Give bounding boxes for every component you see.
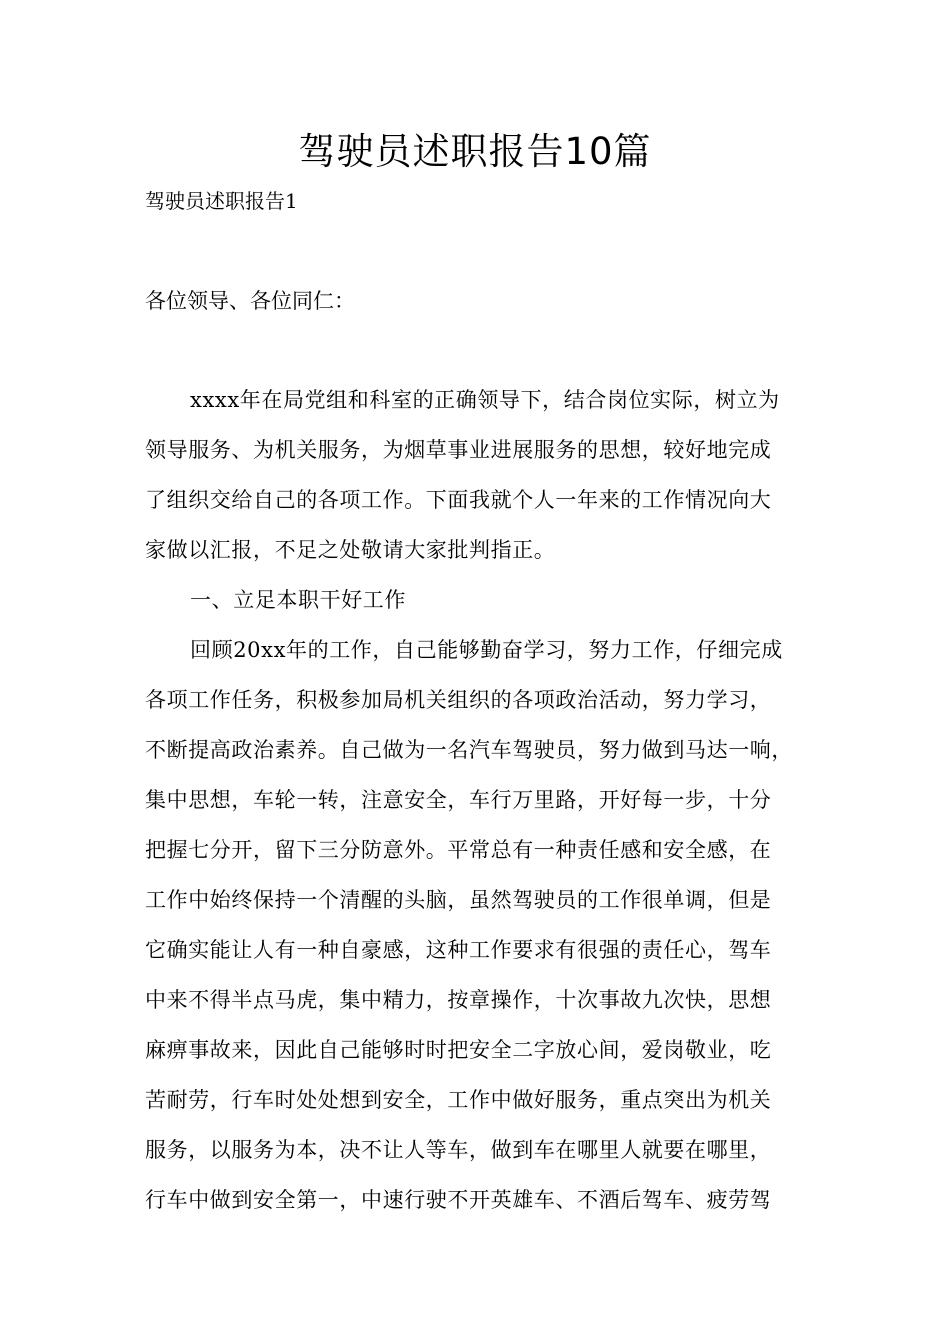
paragraph-line: 工作中始终保持一个清醒的头脑，虽然驾驶员的工作很单调，但是 xyxy=(145,888,772,912)
document-title: 驾驶员述职报告10篇 xyxy=(298,130,652,173)
paragraph-line: xxxx年在局党组和科室的正确领导下，结合岗位实际，树立为 xyxy=(190,388,780,412)
paragraph-line: 它确实能让人有一种自豪感，这种工作要求有很强的责任心，驾车 xyxy=(145,938,772,962)
paragraph-line: 集中思想，车轮一转，注意安全，车行万里路，开好每一步，十分 xyxy=(145,788,772,812)
paragraph-line: 领导服务、为机关服务，为烟草事业进展服务的思想，较好地完成 xyxy=(145,438,772,462)
paragraph-line: 苦耐劳，行车时处处想到安全，工作中做好服务，重点突出为机关 xyxy=(145,1088,772,1112)
paragraph-line: 不断提高政治素养。自己做为一名汽车驾驶员，努力做到马达一响， xyxy=(145,738,793,762)
paragraph-line: 各项工作任务，积极参加局机关组织的各项政治活动，努力学习， xyxy=(145,688,772,712)
paragraph-line: 把握七分开，留下三分防意外。平常总有一种责任感和安全感，在 xyxy=(145,838,772,862)
paragraph-line: 中来不得半点马虎，集中精力，按章操作，十次事故九次快，思想 xyxy=(145,988,772,1012)
paragraph-line: 了组织交给自己的各项工作。下面我就个人一年来的工作情况向大 xyxy=(145,488,772,512)
paragraph-line: 家做以汇报，不足之处敬请大家批判指正。 xyxy=(145,538,556,562)
section-subtitle: 驾驶员述职报告1 xyxy=(145,189,298,213)
paragraph-line: 服务，以服务为本，决不让人等车，做到车在哪里人就要在哪里， xyxy=(145,1138,772,1162)
paragraph-line: 麻痹事故来，因此自己能够时时把安全二字放心间，爱岗敬业，吃 xyxy=(145,1038,772,1062)
paragraph-line: 回顾20xx年的工作，自己能够勤奋学习，努力工作，仔细完成 xyxy=(190,638,783,662)
salutation: 各位领导、各位同仁： xyxy=(145,289,355,313)
paragraph-line: 行车中做到安全第一，中速行驶不开英雄车、不酒后驾车、疲劳驾 xyxy=(145,1188,772,1212)
section-heading: 一、立足本职干好工作 xyxy=(190,588,406,612)
